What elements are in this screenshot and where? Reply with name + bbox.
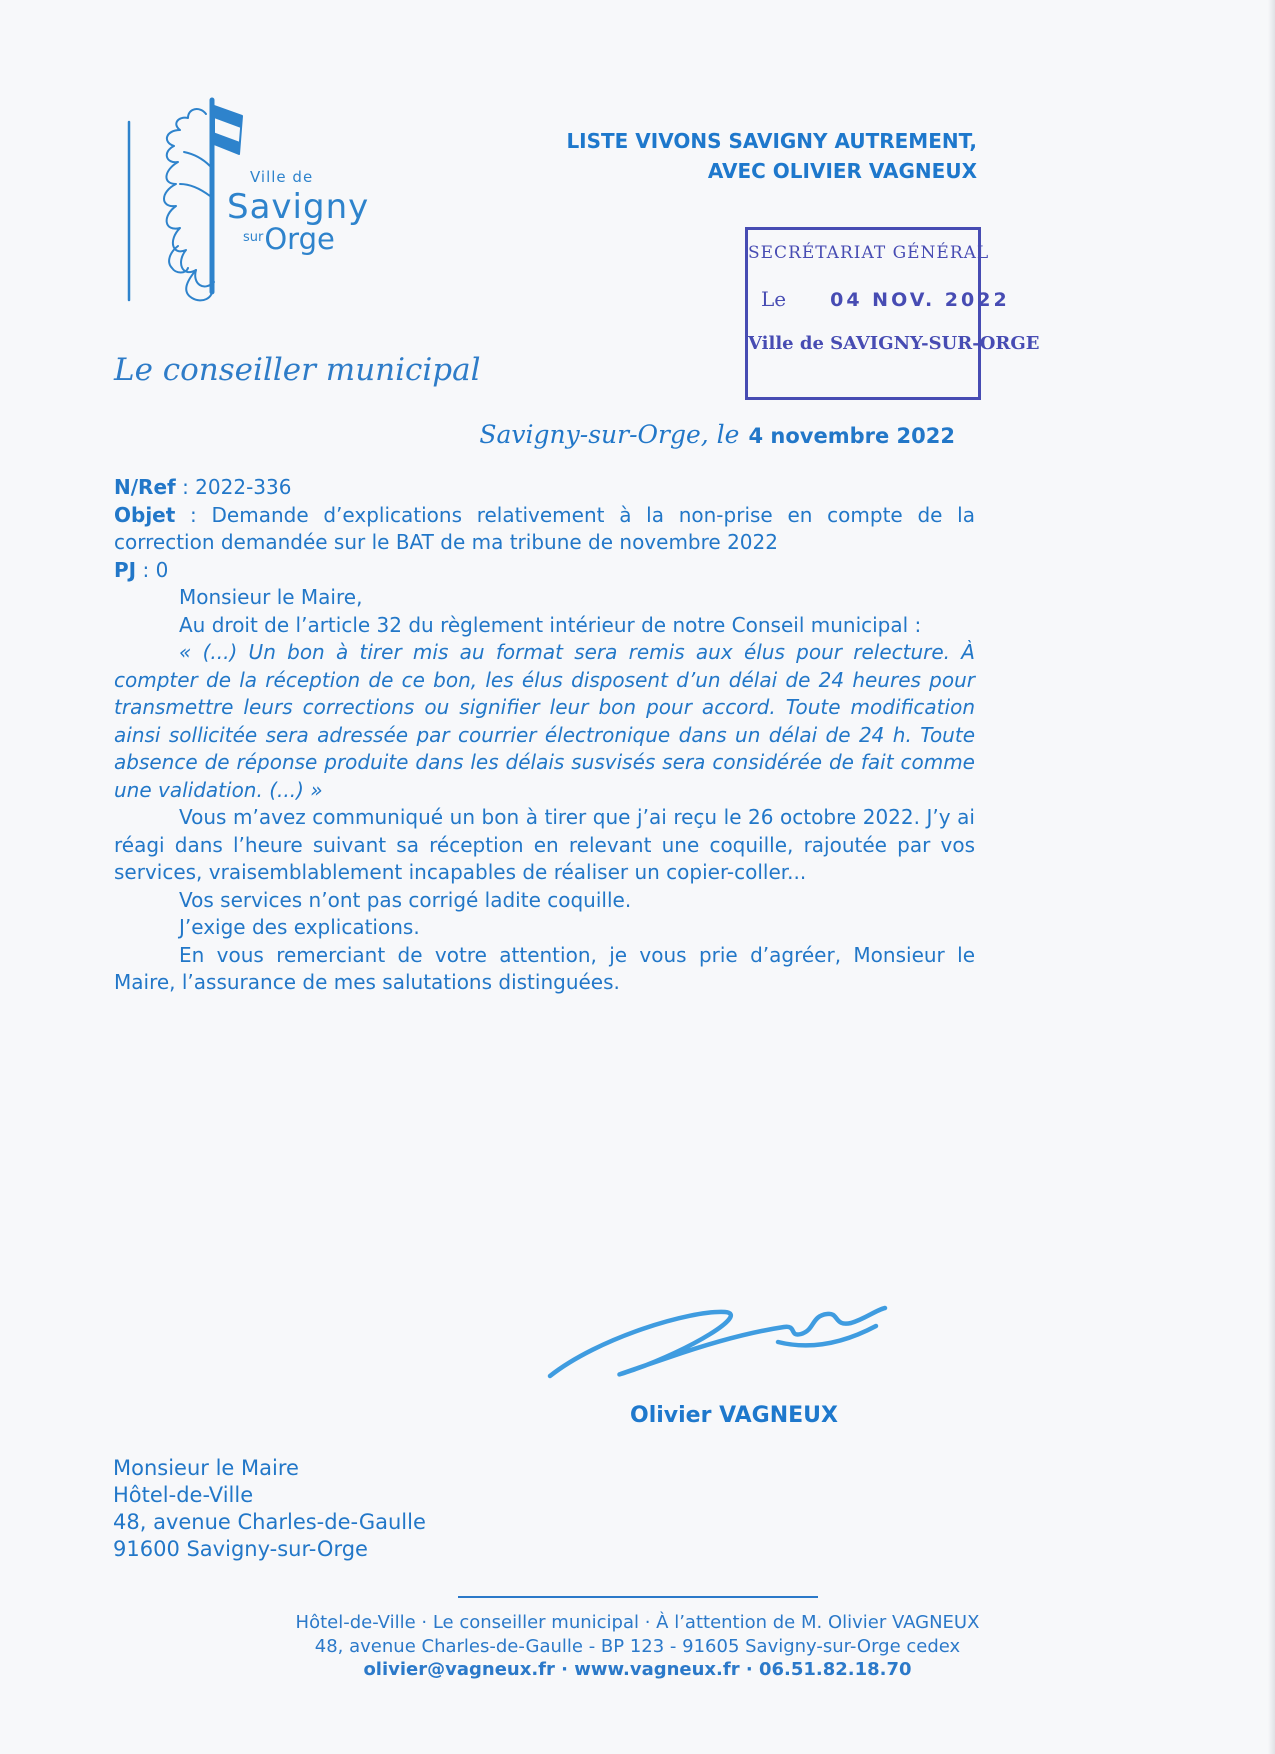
salutation: Monsieur le Maire, [179, 585, 363, 609]
dateline [479, 420, 955, 449]
letter-body [114, 474, 975, 997]
handwritten-signature [538, 1296, 890, 1392]
footer-line2: 48, avenue Charles-de-Gaulle - BP 123 - 91605 Savigny-sur-Orge cedex [314, 1635, 961, 1657]
stamp-le-label: Le [761, 287, 787, 311]
subject-line [114, 502, 975, 557]
paragraph-quote: « (...) Un bon à tirer mis au format sera remis aux élus pour relecture. À compter de la réception de ce bon, les élus disposent d’un délai de 24 heures pour transmettre leurs corrections ou signifier leur bon pour accord. Toute modification ainsi sollicitée sera adressée par courrier électronique dans un délai de 24 h. Toute absence de réponse produite dans les délais susvisés sera considérée de fait comme une validation. (...) » [114, 640, 975, 802]
footer-line1: Hôtel-de-Ville · Le conseiller municipal · À l’attention de M. Olivier VAGNEUX [295, 1612, 980, 1633]
signatory-name: Olivier VAGNEUX [630, 1403, 838, 1428]
city-logo-wordmark [227, 170, 369, 254]
subject-value: : Demande d’explications relativement à la non-prise en compte de la correction demandée sur le BAT de ma tribune de novembre 2022 [114, 502, 975, 554]
recipient-line: 91600 Savigny-sur-Orge [113, 1537, 368, 1561]
footer-contact: olivier@vagneux.fr · www.vagneux.fr · 06.51.82.18.70 [363, 1659, 912, 1680]
logo-sur: sur [243, 230, 264, 245]
paragraph-bat: Vous m’avez communiqué un bon à tirer que j’ai reçu le 26 octobre 2022. J’y ai réagi dans l’heure suivant sa réception en relevant une coquille, rajoutée par vos services, vraisemblablement incapables de réaliser un copier-coller... [114, 805, 975, 884]
paragraph-coquille: Vos services n’ont pas corrigé ladite coquille. [179, 887, 632, 912]
reference-label: N/Ref [114, 475, 176, 499]
dateline-place: Savigny-sur-Orge, le [479, 420, 740, 449]
stamp-date-row [748, 287, 1010, 311]
subject-label: Objet [114, 502, 176, 527]
list-header-line1: LISTE VIVONS SAVIGNY AUTREMENT, [566, 129, 977, 153]
recipient-address [113, 1455, 426, 1563]
paragraph-exige: J’exige des explications. [179, 915, 420, 939]
logo-sur-orge [243, 222, 369, 256]
stamp-date: 04 NOV. 2022 [830, 289, 1010, 311]
stamp-title: SECRÉTARIAT GÉNÉRAL [748, 243, 990, 263]
list-header [566, 126, 977, 186]
reception-stamp [745, 227, 1040, 400]
attachments-line [114, 557, 975, 585]
reference-value: : 2022-336 [175, 475, 292, 499]
list-header-line2: AVEC OLIVIER VAGNEUX [707, 159, 977, 183]
dateline-date: 4 novembre 2022 [748, 424, 955, 448]
logo-savigny: Savigny [227, 187, 370, 227]
recipient-line: 48, avenue Charles-de-Gaulle [113, 1510, 426, 1534]
reference-line [114, 474, 975, 502]
paragraph-closing: En vous remerciant de votre attention, je vous prie d’agréer, Monsieur le Maire, l’assurance de mes salutations distinguées. [114, 942, 975, 994]
footer-divider [458, 1596, 818, 1598]
stamp-city: Ville de SAVIGNY-SUR-ORGE [748, 333, 1040, 354]
paragraph-article-32: Au droit de l’article 32 du règlement intérieur de notre Conseil municipal : [179, 612, 922, 637]
logo-ville-de: Ville de [250, 168, 314, 186]
recipient-line: Monsieur le Maire [113, 1456, 299, 1480]
letter-footer [0, 1596, 1275, 1682]
recipient-line: Hôtel-de-Ville [113, 1483, 254, 1507]
logo-orge: Orge [264, 222, 335, 256]
sender-role: Le conseiller municipal [114, 352, 481, 388]
attachments-label: PJ [114, 557, 137, 582]
attachments-value: : 0 [136, 557, 169, 582]
